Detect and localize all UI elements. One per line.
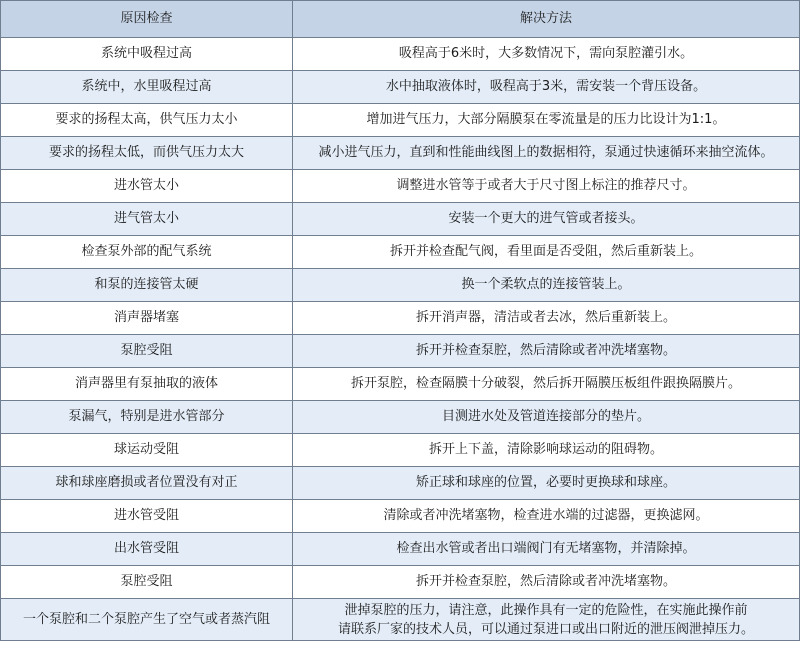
cause-cell: 泵腔受阻	[1, 335, 293, 368]
cause-cell: 泵漏气，特别是进水管部分	[1, 401, 293, 434]
solution-cell: 增加进气压力，大部分隔膜泵在零流量是的压力比设计为1:1。	[293, 104, 800, 137]
solution-line: 泄掉泵腔的压力，请注意，此操作具有一定的危险性，在实施此操作前	[344, 602, 748, 618]
solution-cell: 调整进水管等于或者大于尺寸图上标注的推荐尺寸。	[293, 170, 800, 203]
cause-cell: 球运动受阻	[1, 434, 293, 467]
table-row	[1, 104, 800, 137]
table-row	[1, 566, 800, 599]
cause-cell: 出水管受阻	[1, 533, 293, 566]
table-row	[1, 302, 800, 335]
cause-cell: 系统中吸程过高	[1, 38, 293, 71]
header-solution: 解决方法	[293, 1, 800, 38]
table-row	[1, 467, 800, 500]
solution-cell: 拆开并检查配气阀，看里面是否受阻，然后重新装上。	[293, 236, 800, 269]
cause-cell: 泵腔受阻	[1, 566, 293, 599]
table-row	[1, 335, 800, 368]
cause-cell: 检查泵外部的配气系统	[1, 236, 293, 269]
cause-cell: 要求的扬程太高，供气压力太小	[1, 104, 293, 137]
cause-cell: 系统中，水里吸程过高	[1, 71, 293, 104]
solution-cell: 拆开上下盖，清除影响球运动的阻碍物。	[293, 434, 800, 467]
solution-cell: 水中抽取液体时，吸程高于3米，需安装一个背压设备。	[293, 71, 800, 104]
cause-cell: 一个泵腔和二个泵腔产生了空气或者蒸汽阻	[1, 599, 293, 641]
table-header-row	[1, 1, 800, 38]
solution-cell: 安装一个更大的进气管或者接头。	[293, 203, 800, 236]
solution-cell: 矫正球和球座的位置，必要时更换球和球座。	[293, 467, 800, 500]
cause-cell: 进水管受阻	[1, 500, 293, 533]
table-row	[1, 434, 800, 467]
table-row	[1, 500, 800, 533]
solution-cell: 清除或者冲洗堵塞物，检查进水端的过滤器，更换滤网。	[293, 500, 800, 533]
solution-line: 请联系厂家的技术人员，可以通过泵进口或出口附近的泄压阀泄掉压力。	[337, 621, 754, 637]
solution-cell: 拆开并检查泵腔，然后清除或者冲洗堵塞物。	[293, 335, 800, 368]
table-row	[1, 170, 800, 203]
solution-cell: 拆开并检查泵腔，然后清除或者冲洗堵塞物。	[293, 566, 800, 599]
cause-cell: 进气管太小	[1, 203, 293, 236]
solution-cell: 吸程高于6米时，大多数情况下，需向泵腔灌引水。	[293, 38, 800, 71]
cause-cell: 进水管太小	[1, 170, 293, 203]
cause-cell: 球和球座磨损或者位置没有对正	[1, 467, 293, 500]
cause-cell: 和泵的连接管太硬	[1, 269, 293, 302]
table-row	[1, 203, 800, 236]
solution-cell: 拆开消声器，清洁或者去冰，然后重新装上。	[293, 302, 800, 335]
table-row	[1, 599, 800, 641]
solution-cell: 检查出水管或者出口端阀门有无堵塞物，并清除掉。	[293, 533, 800, 566]
table-row	[1, 368, 800, 401]
cause-cell: 消声器里有泵抽取的液体	[1, 368, 293, 401]
solution-cell: 减小进气压力，直到和性能曲线图上的数据相符，泵通过快速循环来抽空流体。	[293, 137, 800, 170]
table-row	[1, 269, 800, 302]
table-row	[1, 533, 800, 566]
header-cause: 原因检查	[1, 1, 293, 38]
solution-cell: 目测进水处及管道连接部分的垫片。	[293, 401, 800, 434]
table-row	[1, 401, 800, 434]
table-row	[1, 236, 800, 269]
solution-cell	[293, 599, 800, 641]
table-row	[1, 137, 800, 170]
cause-cell: 消声器堵塞	[1, 302, 293, 335]
table-row	[1, 71, 800, 104]
cause-cell: 要求的扬程太低，而供气压力太大	[1, 137, 293, 170]
solution-cell: 拆开泵腔，检查隔膜十分破裂，然后拆开隔膜压板组件跟换隔膜片。	[293, 368, 800, 401]
table-row	[1, 38, 800, 71]
solution-cell: 换一个柔软点的连接管装上。	[293, 269, 800, 302]
